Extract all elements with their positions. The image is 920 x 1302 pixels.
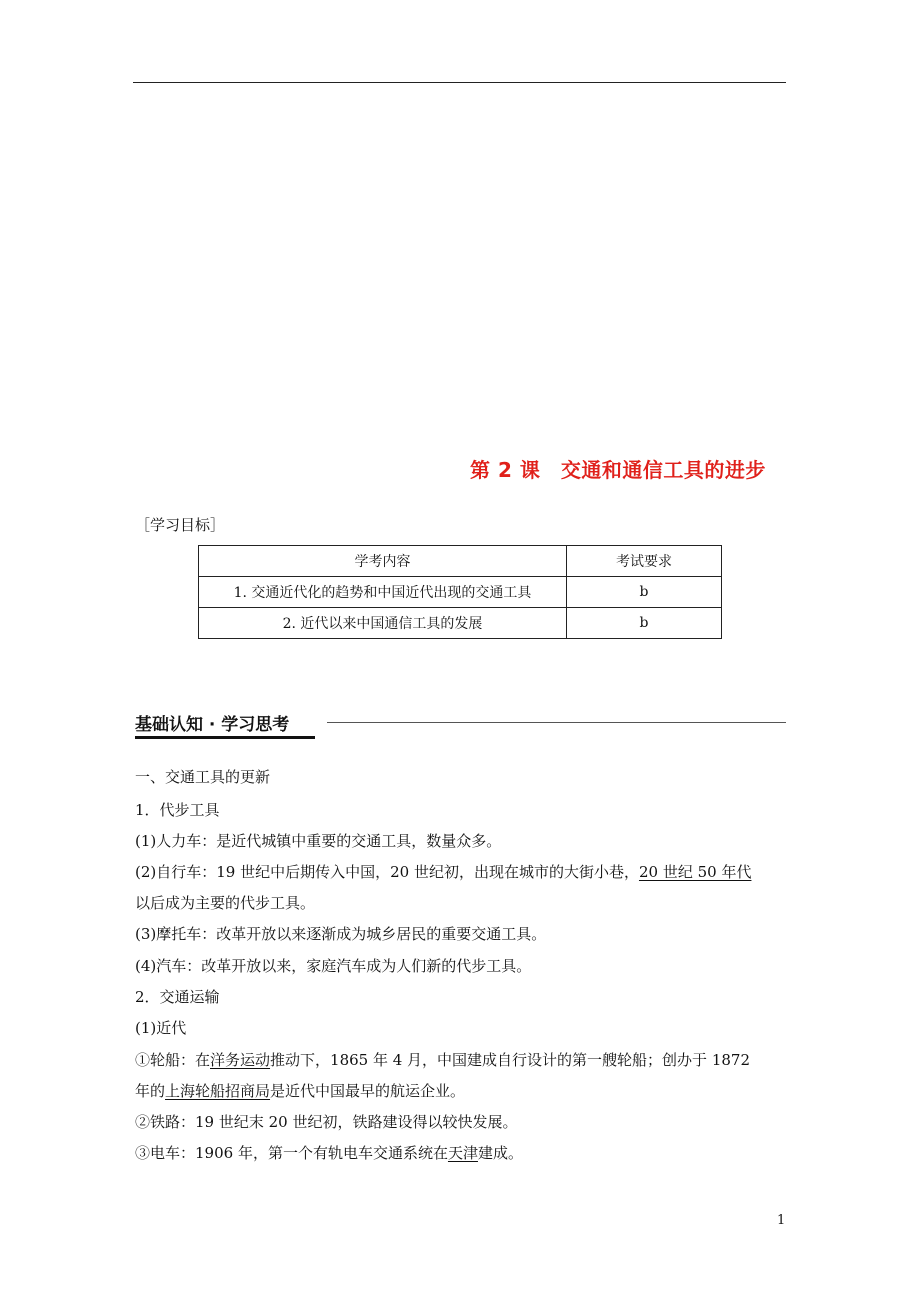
header-rule <box>133 82 786 83</box>
page-number: 1 <box>777 1213 786 1228</box>
heading-transport-tools: 一、交通工具的更新 <box>135 768 271 786</box>
paragraph-rickshaw: (1)人力车：是近代城镇中重要的交通工具，数量众多。 <box>135 832 502 850</box>
learning-goals-label: ［学习目标］ <box>135 516 226 534</box>
paragraph-steamship <box>135 1049 750 1070</box>
heading-walking-tools: 1．代步工具 <box>135 801 220 819</box>
underlined-term: 洋务运动 <box>210 1051 271 1069</box>
underlined-term: 20 世纪 50 年代 <box>638 863 752 881</box>
paragraph-railway: ②铁路：19 世纪末 20 世纪初，铁路建设得以较快发展。 <box>135 1113 518 1131</box>
section-heading <box>135 708 786 738</box>
text-run: ③电车：1906 年，第一个有轨电车交通系统在 <box>135 1144 448 1162</box>
learning-goals-table <box>198 545 722 639</box>
text-run: 是近代中国最早的航运企业。 <box>270 1082 466 1100</box>
underlined-term: 天津 <box>447 1144 478 1162</box>
table-cell: b <box>567 577 722 608</box>
table-cell: 2. 近代以来中国通信工具的发展 <box>199 608 567 639</box>
paragraph-car: (4)汽车：改革开放以来，家庭汽车成为人们新的代步工具。 <box>135 957 532 975</box>
paragraph-motorcycle: (3)摩托车：改革开放以来逐渐成为城乡居民的重要交通工具。 <box>135 925 547 943</box>
text-run: 年的 <box>135 1082 166 1100</box>
section-heading-label: 基础认知 · 学习思考 <box>135 715 290 735</box>
table-cell: b <box>567 608 722 639</box>
table-row <box>199 608 722 639</box>
table-header-requirement: 考试要求 <box>567 546 722 577</box>
table-header-row <box>199 546 722 577</box>
text-run: 建成。 <box>477 1144 523 1162</box>
section-heading-underline <box>135 736 315 739</box>
table-header-content: 学考内容 <box>199 546 567 577</box>
paragraph-tram <box>135 1142 523 1163</box>
text-run: (2)自行车：19 世纪中后期传入中国，20 世纪初，出现在城市的大街小巷， <box>135 863 639 881</box>
heading-modern: (1)近代 <box>135 1019 187 1037</box>
paragraph-bicycle <box>135 861 751 882</box>
text-run: 推动下，1865 年 4 月，中国建成自行设计的第一艘轮船；创办于 1872 <box>270 1051 750 1069</box>
section-heading-rule <box>327 722 786 723</box>
paragraph-bicycle-cont: 以后成为主要的代步工具。 <box>135 894 316 912</box>
heading-transportation: 2．交通运输 <box>135 988 220 1006</box>
lesson-title: 第 2 课 交通和通信工具的进步 <box>470 458 766 482</box>
underlined-term: 上海轮船招商局 <box>165 1082 271 1100</box>
paragraph-steamship-cont <box>135 1080 465 1101</box>
text-run: ①轮船：在 <box>135 1051 211 1069</box>
table-cell: 1. 交通近代化的趋势和中国近代出现的交通工具 <box>199 577 567 608</box>
table-row <box>199 577 722 608</box>
